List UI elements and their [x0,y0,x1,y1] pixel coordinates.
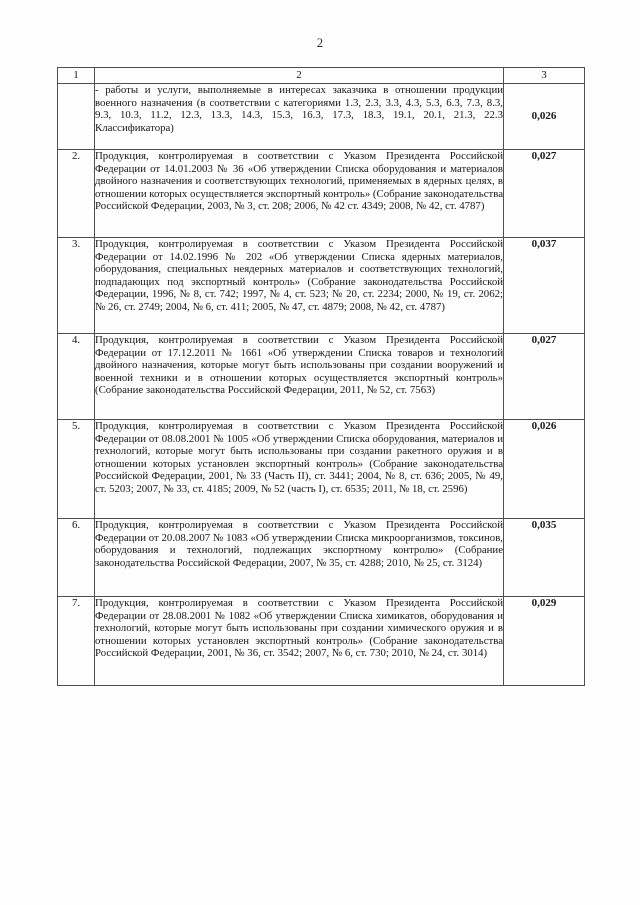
table-row [58,84,585,150]
row-text: Продукция, контролируемая в соответствии с Указом Президента Российской Федерации от 28.08.2001 № 1082 «Об утверждении Списка химикатов, оборудования и технологий, которые могут быть использованы при создании химического оружия и в отношении которых установлен экспортный контроль» (Собрание законодательства Российской Федерации, 2001, № 36, ст. 3542; 2007, № 6, ст. 730; 2010, № 24, ст. 3014) [95,597,504,686]
table-header-col2: 2 [95,68,504,84]
row-value: 0,027 [504,334,585,420]
table-header-row [58,68,585,84]
row-number: 5. [58,420,95,519]
row-number [58,84,95,150]
row-value: 0,035 [504,519,585,597]
row-number: 4. [58,334,95,420]
table-row [58,334,585,420]
row-text: - работы и услуги, выполняемые в интересах заказчика в отношении продукции военного назначения (в соответствии с категориями 1.3, 2.3, 3.3, 4.3, 5.3, 6.3, 7.3, 8.3, 9.3, 10.3, 11.2, 12.3, 13.3, 14.3, 15.3, 16.3, 17.3, 18.3, 19.1, 20.1, 21.3, 22.3 Классификатора) [95,84,504,150]
table-row [58,420,585,519]
row-text: Продукция, контролируемая в соответствии с Указом Президента Российской Федерации от 08.08.2001 № 1005 «Об утверждении Списка оборудования, материалов и технологий, которые могут быть использованы при создании ракетного оружия и в отношении которых установлен экспортный контроль» (Собрание законодательства Российской Федерации, 2001, № 33 (Часть II), ст. 3441; 2004, № 8, ст. 636; 2005, № 49, ст. 5203; 2007, № 33, ст. 4185; 2009, № 52 (часть I), ст. 6535; 2011, № 18, ст. 2596) [95,420,504,519]
row-value: 0,026 [504,84,585,150]
table-row [58,150,585,238]
row-value: 0,037 [504,238,585,334]
row-value: 0,027 [504,150,585,238]
row-value: 0,026 [504,420,585,519]
row-number: 6. [58,519,95,597]
row-value: 0,029 [504,597,585,686]
page-number: 2 [316,36,324,50]
table-header-col3: 3 [504,68,585,84]
row-text: Продукция, контролируемая в соответствии с Указом Президента Российской Федерации от 14.01.2003 № 36 «Об утверждении Списка оборудования и материалов двойного назначения и соответствующих технологий, применяемых в ядерных целях, в отношении которых осуществляется экспортный контроль» (Собрание законодательства Российской Федерации, 2003, № 3, ст. 208; 2006, № 42 ст. 4349; 2008, № 42, ст. 4787) [95,150,504,238]
table-row [58,597,585,686]
table-row [58,519,585,597]
row-text: Продукция, контролируемая в соответствии с Указом Президента Российской Федерации от 20.08.2007 № 1083 «Об утверждении Списка микроорганизмов, токсинов, оборудования и технологий, подлежащих экспортному контролю» (Собрание законодательства Российской Федерации, 2007, № 35, ст. 4288; 2010, № 25, ст. 3124) [95,519,504,597]
row-number: 3. [58,238,95,334]
regulation-table [57,67,585,686]
row-text: Продукция, контролируемая в соответствии с Указом Президента Российской Федерации от 17.12.2011 № 1661 «Об утверждении Списка товаров и технологий двойного назначения, которые могут быть использованы при создании вооружений и военной техники и в отношении которых осуществляется экспортный контроль» (Собрание законодательства Российской Федерации, 2011, № 52, ст. 7563) [95,334,504,420]
table-row [58,238,585,334]
row-number: 7. [58,597,95,686]
row-number: 2. [58,150,95,238]
row-text: Продукция, контролируемая в соответствии с Указом Президента Российской Федерации от 14.02.1996 № 202 «Об утверждении Списка ядерных материалов, оборудования, специальных неядерных материалов и соответствующих технологий, подпадающих под экспортный контроль» (Собрание законодательства Российской Федерации, 1996, № 8, ст. 742; 1997, № 4, ст. 523; № 20, ст. 2234; 2000, № 19, ст. 2062; № 26, ст. 2749; 2004, № 6, ст. 411; 2005, № 47, ст. 4879; 2008, № 42, ст. 4787) [95,238,504,334]
table-header-col1: 1 [58,68,95,84]
